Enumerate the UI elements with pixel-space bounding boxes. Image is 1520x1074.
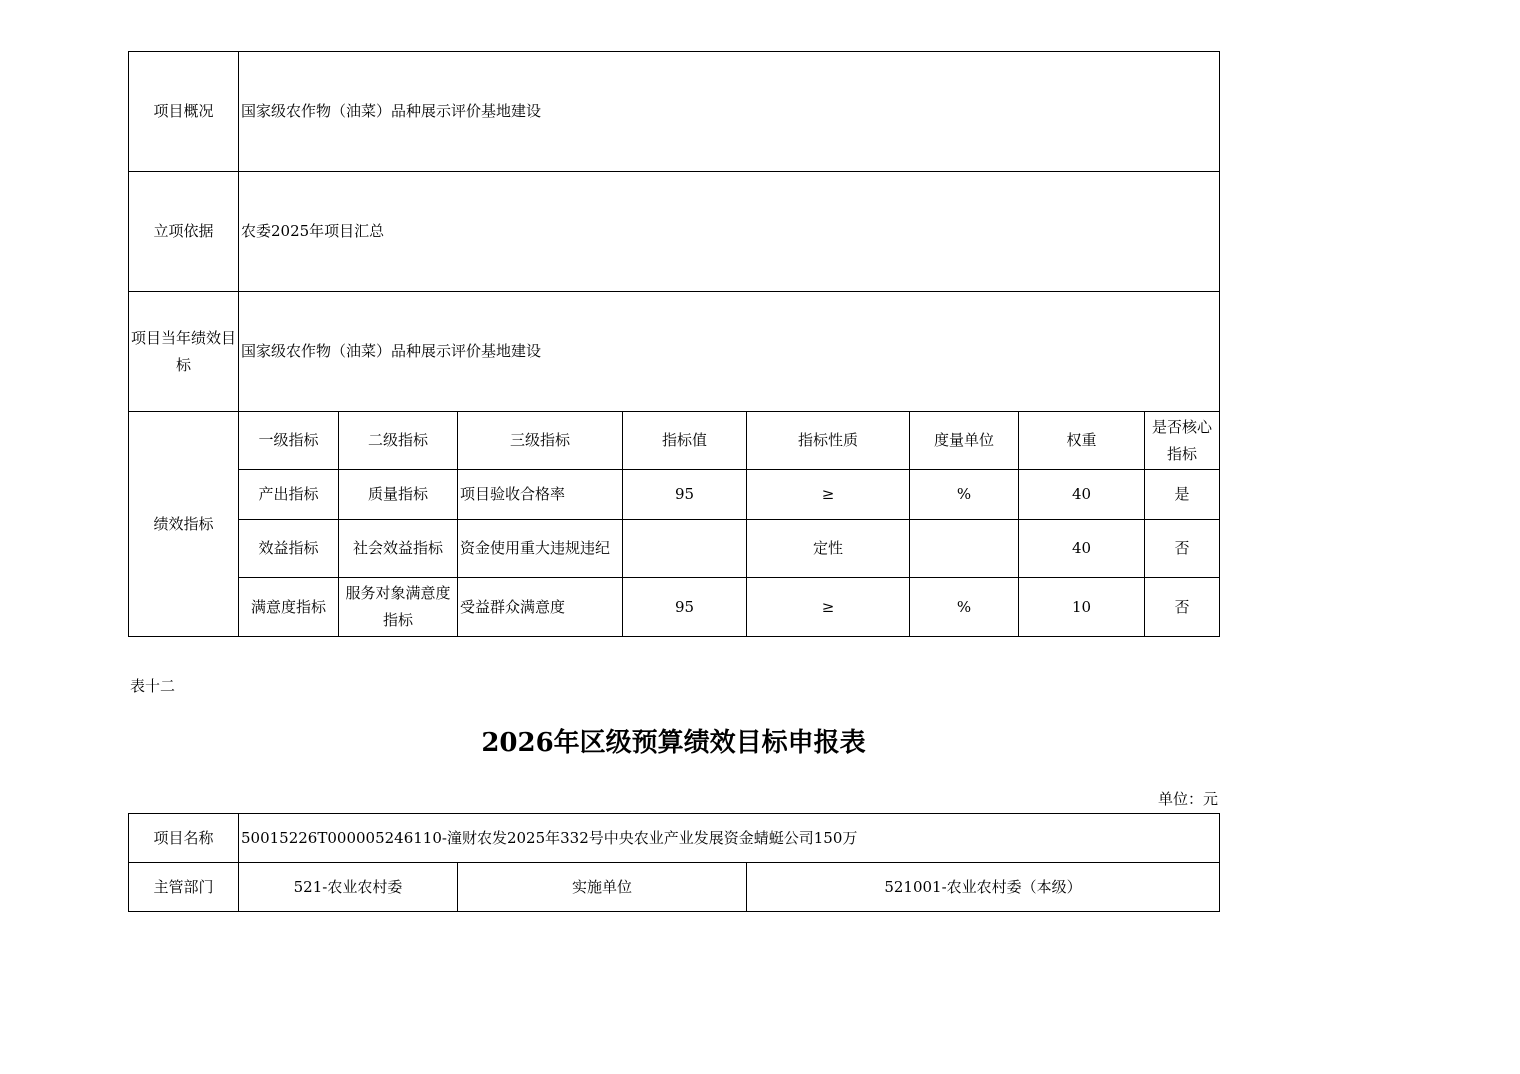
header-value: 指标值 <box>623 412 747 470</box>
table-row <box>129 470 1220 520</box>
basis-label: 立项依据 <box>129 172 239 292</box>
cell-value <box>623 520 747 578</box>
cell-level1: 满意度指标 <box>239 578 339 637</box>
report-table <box>128 813 1220 912</box>
cell-level2: 服务对象满意度指标 <box>339 578 458 637</box>
header-nature: 指标性质 <box>747 412 910 470</box>
project-name-value: 50015226T000005246110-潼财农发2025年332号中央农业产业发展资金蜻蜓公司150万 <box>239 814 1220 863</box>
cell-level3: 资金使用重大违规违纪 <box>458 520 623 578</box>
dept-value: 521-农业农村委 <box>239 863 458 912</box>
cell-unit <box>910 520 1019 578</box>
cell-nature: ≥ <box>747 578 910 637</box>
cell-nature: ≥ <box>747 470 910 520</box>
cell-weight: 40 <box>1019 520 1145 578</box>
cell-level2: 社会效益指标 <box>339 520 458 578</box>
cell-weight: 40 <box>1019 470 1145 520</box>
cell-level1: 效益指标 <box>239 520 339 578</box>
cell-level3: 项目验收合格率 <box>458 470 623 520</box>
cell-core: 否 <box>1145 520 1220 578</box>
dept-label: 主管部门 <box>129 863 239 912</box>
cell-core: 否 <box>1145 578 1220 637</box>
basis-value: 农委2025年项目汇总 <box>239 172 1220 292</box>
table-caption: 表十二 <box>130 677 176 695</box>
header-level3: 三级指标 <box>458 412 623 470</box>
cell-level1: 产出指标 <box>239 470 339 520</box>
header-level2: 二级指标 <box>339 412 458 470</box>
impl-value: 521001-农业农村委（本级） <box>747 863 1220 912</box>
overview-value: 国家级农作物（油菜）品种展示评价基地建设 <box>239 52 1220 172</box>
performance-table <box>128 51 1220 637</box>
cell-unit: % <box>910 470 1019 520</box>
cell-nature: 定性 <box>747 520 910 578</box>
cell-value: 95 <box>623 578 747 637</box>
cell-core: 是 <box>1145 470 1220 520</box>
cell-value: 95 <box>623 470 747 520</box>
report-title: 2026年区级预算绩效目标申报表 <box>481 728 866 758</box>
header-core: 是否核心指标 <box>1145 412 1220 470</box>
cell-weight: 10 <box>1019 578 1145 637</box>
project-name-label: 项目名称 <box>129 814 239 863</box>
cell-level3: 受益群众满意度 <box>458 578 623 637</box>
header-unit: 度量单位 <box>910 412 1019 470</box>
goal-value: 国家级农作物（油菜）品种展示评价基地建设 <box>239 292 1220 412</box>
overview-label: 项目概况 <box>129 52 239 172</box>
indicators-label: 绩效指标 <box>129 412 239 637</box>
impl-label: 实施单位 <box>458 863 747 912</box>
goal-label: 项目当年绩效目标 <box>129 292 239 412</box>
table-row <box>129 520 1220 578</box>
header-level1: 一级指标 <box>239 412 339 470</box>
cell-level2: 质量指标 <box>339 470 458 520</box>
unit-label: 单位：元 <box>1157 790 1218 808</box>
header-weight: 权重 <box>1019 412 1145 470</box>
cell-unit: % <box>910 578 1019 637</box>
table-row <box>129 578 1220 637</box>
